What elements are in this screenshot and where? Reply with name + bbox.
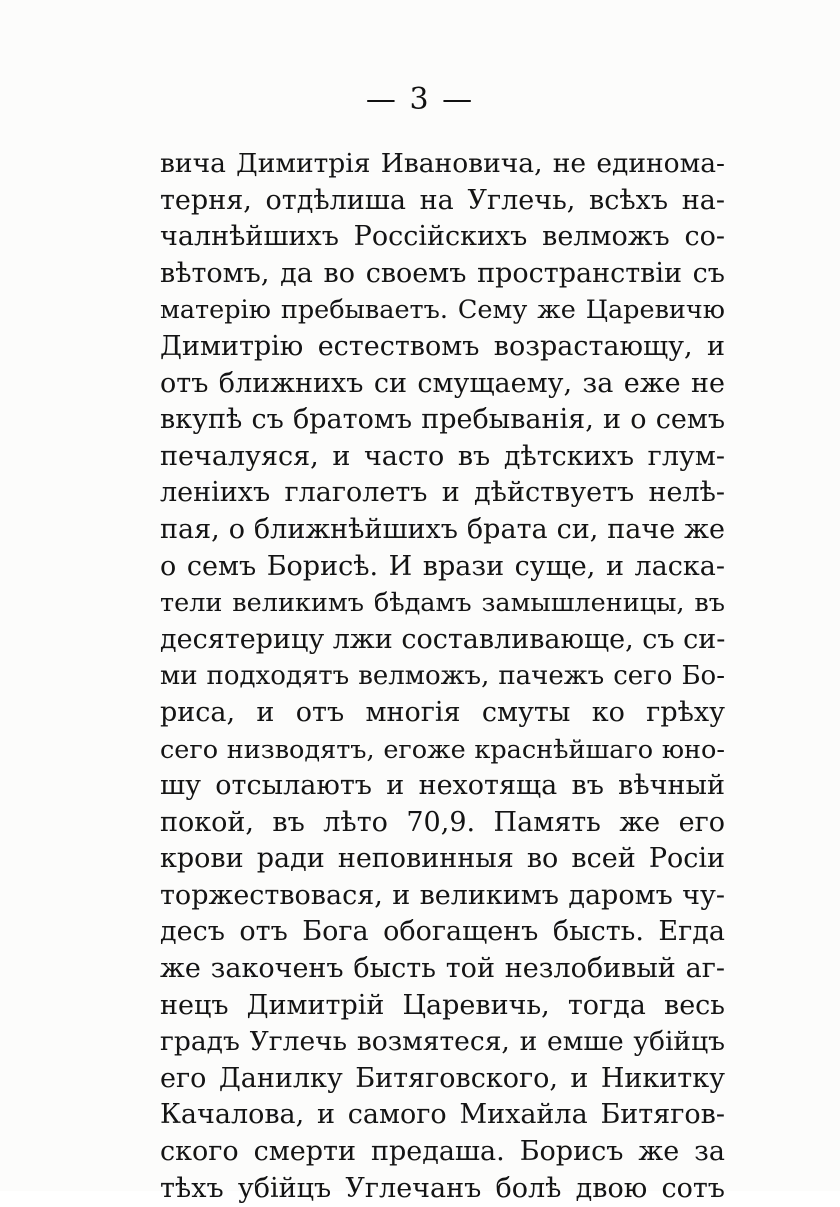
text-line: ского смерти предаша. Борисъ же за — [160, 1136, 725, 1168]
text-line: риса, и отъ многія смуты ко грѣху — [160, 696, 725, 728]
text-line: десъ отъ Бога обогащенъ бысть. Егда — [160, 916, 725, 948]
text-line: Качалова, и самого Михайла Битягов- — [160, 1099, 725, 1131]
text-line: тѣхъ убійцъ Углечанъ болѣ двою сотъ — [160, 1172, 725, 1204]
text-line: пая, о ближнѣйшихъ брата си, паче же — [160, 513, 725, 545]
text-line: градъ Углечь возмятеся, и емше убійцъ — [160, 1026, 725, 1058]
text-line: десятерицу лжи составливающе, съ си- — [160, 623, 725, 655]
text-line: отъ ближнихъ си смущаему, за еже не — [160, 367, 725, 399]
body-text — [160, 146, 725, 1207]
text-line: леніихъ глаголетъ и дѣйствуетъ нелѣ- — [160, 477, 725, 509]
text-line: вѣтомъ, да во своемъ пространствіи съ — [160, 257, 725, 289]
text-line: торжествовася, и великимъ даромъ чу- — [160, 879, 725, 911]
text-line: нецъ Димитрій Царевичь, тогда весь — [160, 989, 725, 1021]
page-number: — 3 — — [365, 82, 475, 117]
text-line: вича Димитрія Ивановича, не единома- — [160, 148, 725, 179]
text-line: матерію пребываетъ. Сему же Царевичю — [160, 295, 725, 326]
text-line: его Данилку Битяговского, и Никитку — [160, 1062, 725, 1094]
text-line: чалнѣйшихъ Россійскихъ велможъ со- — [160, 221, 725, 253]
text-line: печалуяся, и часто въ дѣтскихъ глум- — [160, 440, 725, 472]
text-line: тели великимъ бѣдамъ замышленицы, въ — [160, 588, 725, 619]
text-line: шу отсылаютъ и нехотяща въ вѣчный — [160, 770, 725, 802]
text-line: Димитрію естествомъ возрастающу, и — [160, 330, 725, 362]
text-line: о семъ Борисѣ. И врази суще, и ласка- — [160, 550, 725, 582]
text-line: покой, въ лѣто 70,9. Память же его — [160, 806, 725, 838]
text-line: сего низводятъ, егоже краснѣйшаго юно- — [160, 734, 725, 765]
text-line: же закоченъ бысть той незлобивый аг- — [160, 953, 725, 985]
text-line: терня, отдѣлиша на Углечь, всѣхъ на- — [160, 184, 725, 216]
text-line: ми подходятъ велможъ, пачежъ сего Бо- — [160, 661, 725, 692]
text-line: вкупѣ съ братомъ пребыванія, и о семъ — [160, 404, 725, 436]
text-line: крови ради неповинныя во всей Росіи — [160, 843, 725, 875]
